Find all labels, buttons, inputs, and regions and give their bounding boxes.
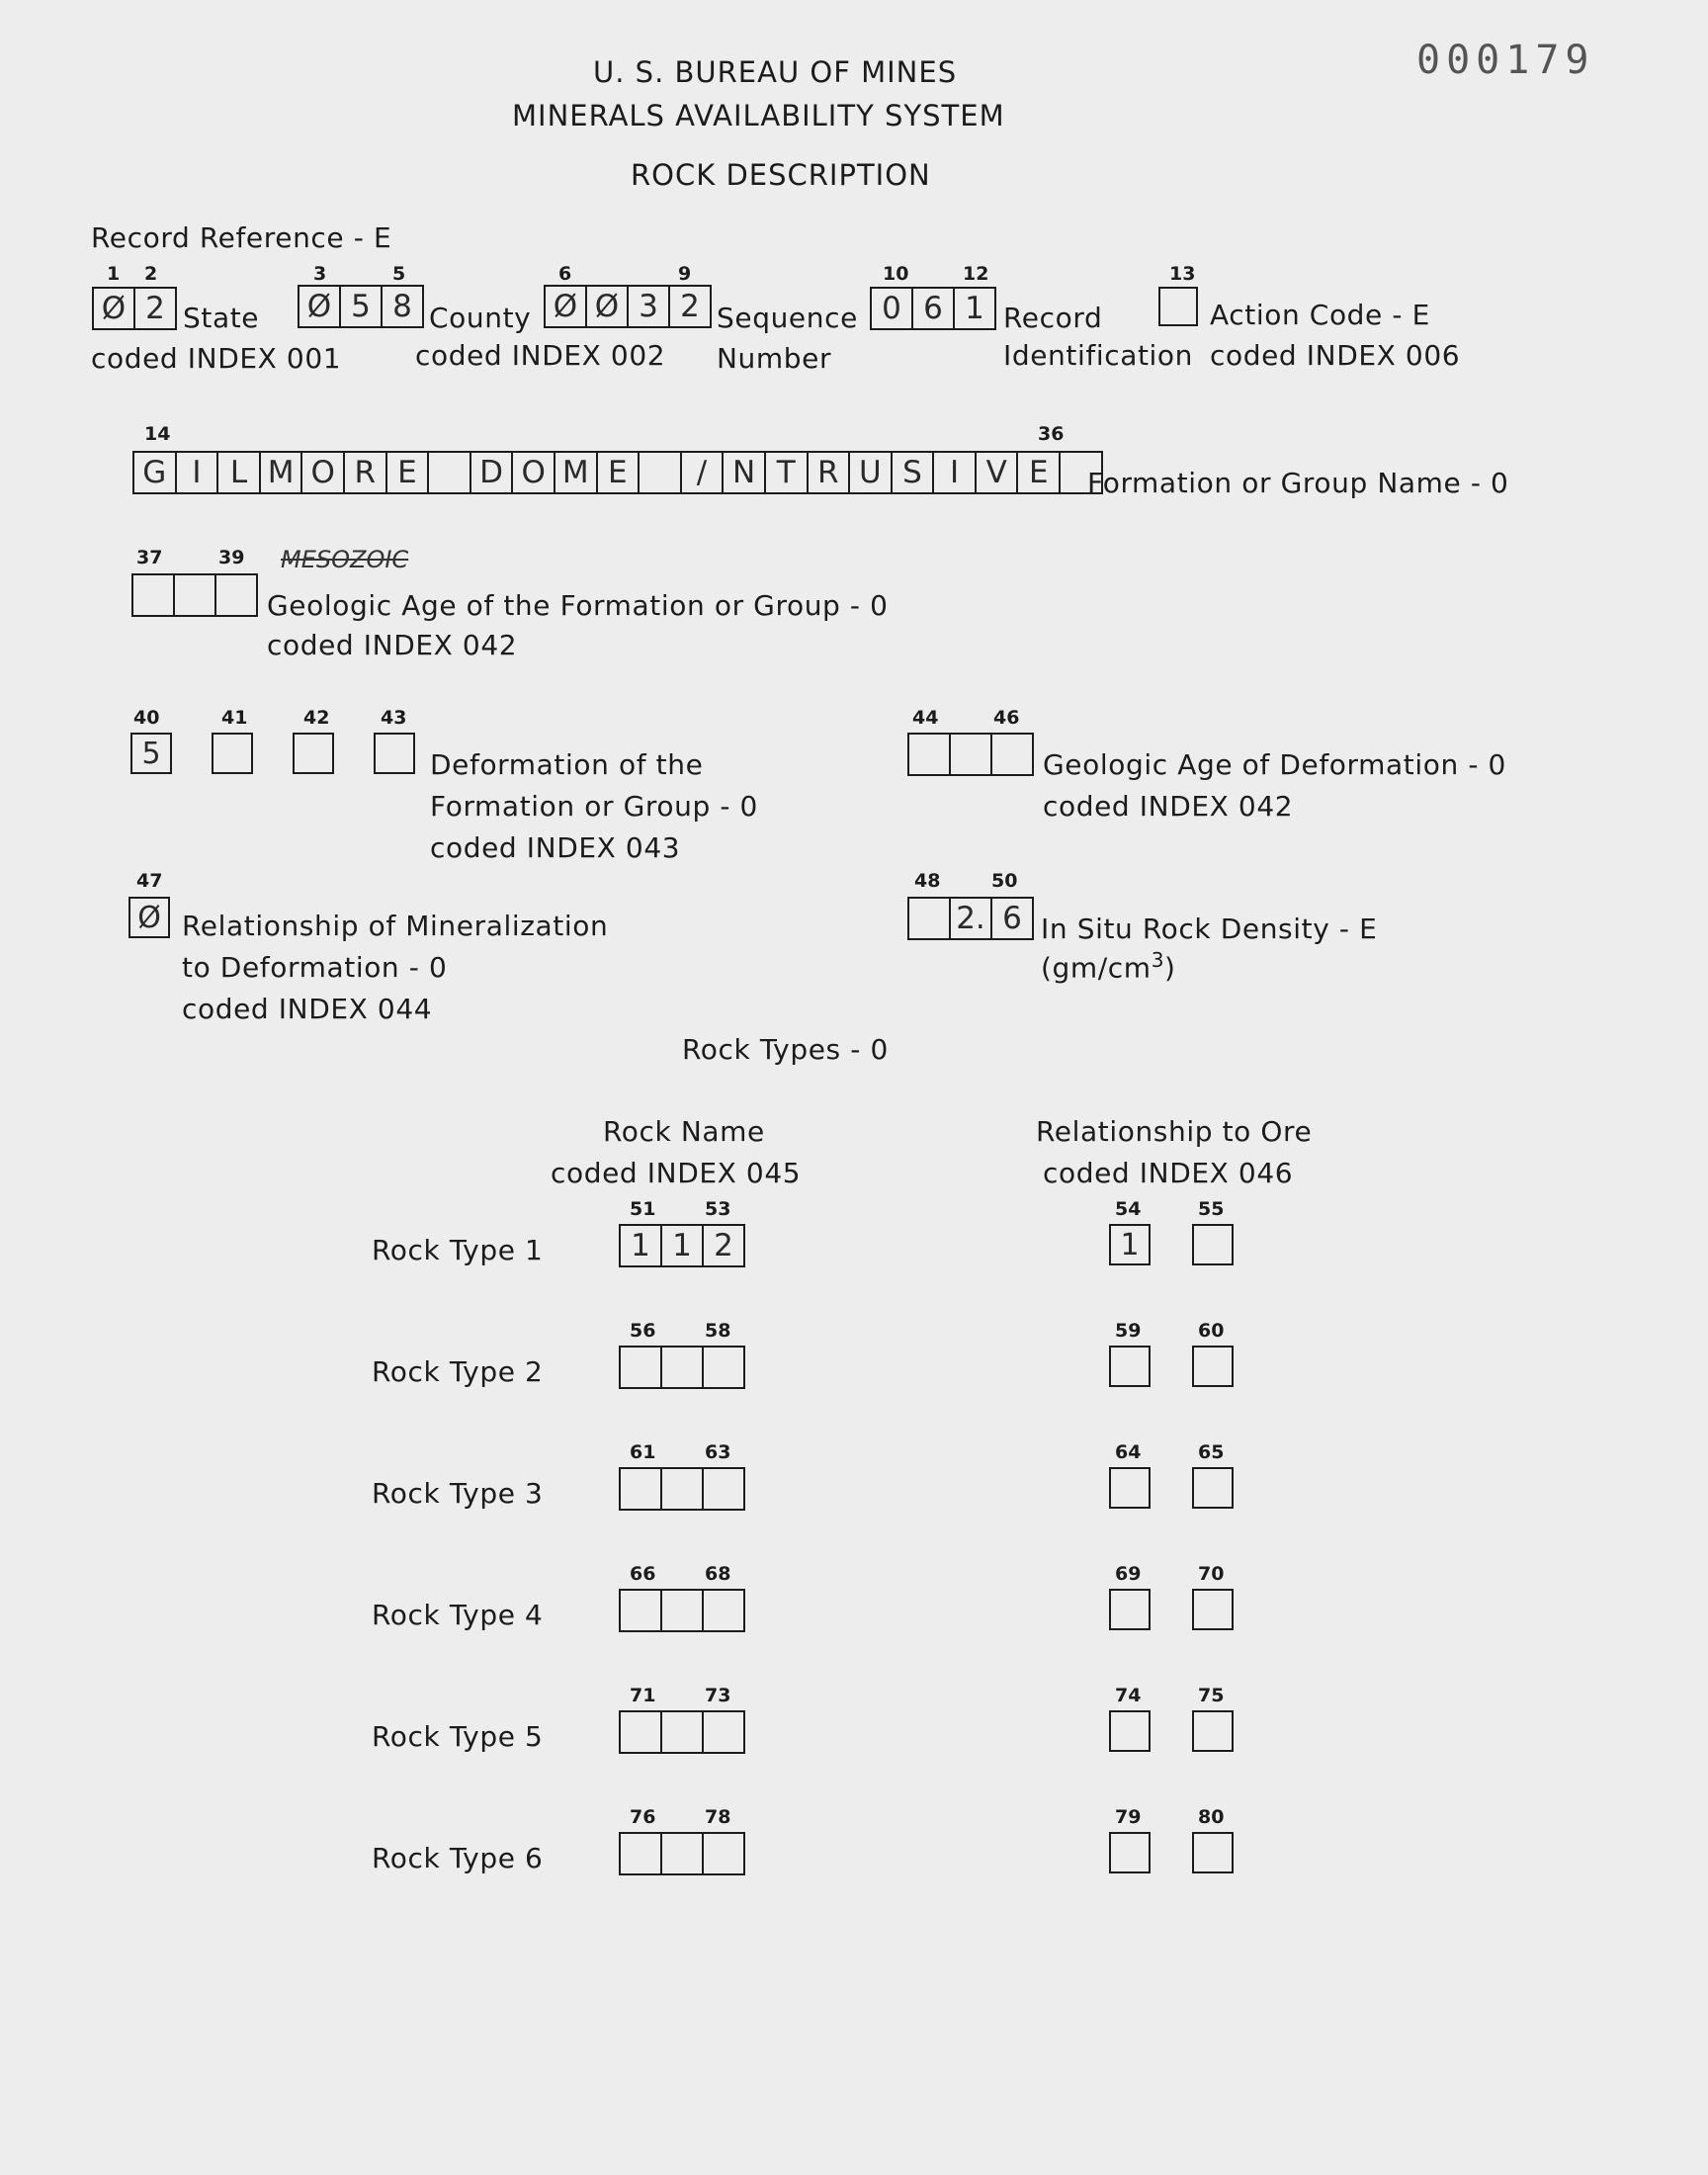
rock-type-1-ore-box-1[interactable]: 1 [1109, 1224, 1151, 1265]
rock-type-5-ore-col-1: 74 [1115, 1685, 1142, 1706]
density-box-1 [909, 899, 951, 938]
rock-type-6-ore-box-2[interactable] [1192, 1832, 1234, 1873]
geologic-age-index: coded INDEX 042 [267, 629, 518, 661]
rock-type-4-name-box-1 [621, 1591, 662, 1630]
sequence-digit-2: Ø [587, 287, 629, 326]
formation-char-6: R [345, 453, 387, 492]
relationship-box-47[interactable]: Ø [128, 897, 170, 938]
formation-char-9: D [471, 453, 514, 492]
formation-col-start: 14 [144, 423, 171, 445]
formation-name-field[interactable] [132, 451, 1103, 494]
action-code-box[interactable] [1158, 287, 1198, 326]
rock-type-3-name-box-3 [704, 1469, 743, 1509]
rock-type-4-ore-box-1[interactable] [1109, 1589, 1151, 1630]
formation-label: Formation or Group Name - 0 [1087, 467, 1509, 499]
deformation-col-41: 41 [221, 707, 248, 729]
rock-type-4-name-box-2 [662, 1591, 704, 1630]
state-index: coded INDEX 001 [91, 342, 342, 375]
state-label: State [183, 302, 260, 334]
sequence-digit-3: 3 [629, 287, 670, 326]
rock-types-title: Rock Types - 0 [682, 1033, 889, 1066]
rock-type-1-name-box-2: 1 [662, 1226, 704, 1265]
county-digit-3: 8 [392, 289, 412, 324]
geologic-age-handwritten: MESOZOIC [281, 546, 409, 573]
formation-char-13 [640, 453, 682, 492]
formation-char-17: R [809, 453, 851, 492]
rock-type-4-name-col-end: 68 [705, 1563, 731, 1585]
rock-type-1-name-box-1: 1 [621, 1226, 662, 1265]
document-stamp-number: 000179 [1416, 38, 1595, 83]
formation-char-12: E [598, 453, 640, 492]
rock-type-3-name-box-1 [621, 1469, 662, 1509]
rock-type-3-label: Rock Type 3 [372, 1477, 544, 1510]
density-col-start: 48 [914, 870, 941, 892]
relationship-col: 47 [136, 870, 163, 892]
density-unit-close: ) [1164, 951, 1176, 985]
rock-type-5-ore-box-2[interactable] [1192, 1710, 1234, 1752]
rock-type-5-label: Rock Type 5 [372, 1720, 544, 1753]
rock-type-5-ore-box-1[interactable] [1109, 1710, 1151, 1752]
record-id-sub: Identification [1003, 339, 1193, 372]
state-digit-2: 2 [145, 291, 165, 326]
rock-type-3-ore-box-1[interactable] [1109, 1467, 1151, 1509]
rock-type-3-name-col-start: 61 [630, 1441, 656, 1463]
deformation-label-2: Formation or Group - 0 [430, 790, 758, 823]
rock-type-5-name-box-2 [662, 1712, 704, 1752]
geologic-age-label: Geologic Age of the Formation or Group - 0 [267, 589, 889, 622]
formation-char-20: I [934, 453, 977, 492]
rock-type-1-name-col-start: 51 [630, 1198, 656, 1220]
deformation-label-3: coded INDEX 043 [430, 831, 681, 864]
record-id-digit-1: 0 [872, 289, 913, 328]
formation-char-8 [429, 453, 471, 492]
formation-char-22: E [1018, 453, 1061, 492]
record-reference-label: Record Reference - E [91, 221, 392, 254]
geologic-age-field[interactable] [131, 573, 258, 617]
deformation-box-41[interactable] [212, 733, 253, 774]
record-id-field[interactable] [870, 287, 996, 330]
action-code-index: coded INDEX 006 [1210, 339, 1461, 372]
rock-type-6-ore-col-1: 79 [1115, 1806, 1142, 1828]
sequence-label: Sequence [717, 302, 858, 334]
rock-type-3-name-box-2 [662, 1469, 704, 1509]
rock-type-6-label: Rock Type 6 [372, 1842, 544, 1874]
county-col-end: 5 [392, 263, 406, 285]
relationship-label-3: coded INDEX 044 [182, 993, 433, 1025]
rock-type-2-name-col-start: 56 [630, 1320, 656, 1342]
density-col-end: 50 [991, 870, 1018, 892]
deformation-age-box-3 [992, 735, 1032, 774]
density-unit-exponent: 3 [1151, 948, 1165, 972]
deformation-col-40: 40 [133, 707, 160, 729]
county-digit-2: 5 [341, 287, 383, 326]
formation-char-16: T [766, 453, 809, 492]
record-id-col-start: 10 [883, 263, 909, 285]
rock-type-4-ore-col-2: 70 [1198, 1563, 1225, 1585]
rock-type-4-ore-col-1: 69 [1115, 1563, 1142, 1585]
rock-type-5-name-box-1 [621, 1712, 662, 1752]
state-col-end: 2 [144, 263, 158, 285]
county-label: County [429, 302, 532, 334]
rock-type-5-name-col-start: 71 [630, 1685, 656, 1706]
rock-type-3-name-field[interactable] [619, 1467, 745, 1511]
formation-col-end: 36 [1038, 423, 1065, 445]
density-field[interactable] [907, 897, 1034, 940]
rock-type-5-name-col-end: 73 [705, 1685, 731, 1706]
rock-type-1-name-box-3: 2 [714, 1228, 733, 1263]
geologic-age-box-1 [133, 575, 175, 615]
rock-type-5-name-box-3 [704, 1712, 743, 1752]
rock-type-2-ore-col-1: 59 [1115, 1320, 1142, 1342]
sequence-col-end: 9 [678, 263, 692, 285]
sequence-sub: Number [717, 342, 832, 375]
formation-char-3: L [218, 453, 261, 492]
rock-type-2-name-box-1 [621, 1348, 662, 1387]
rock-type-5-name-field[interactable] [619, 1710, 745, 1754]
formation-char-5: O [302, 453, 345, 492]
rock-type-1-label: Rock Type 1 [372, 1234, 544, 1266]
rock-type-2-label: Rock Type 2 [372, 1355, 544, 1388]
rock-type-3-ore-col-2: 65 [1198, 1441, 1225, 1463]
rock-type-2-ore-box-2[interactable] [1192, 1346, 1234, 1387]
deformation-col-43: 43 [381, 707, 407, 729]
deformation-box-42[interactable] [293, 733, 334, 774]
rock-type-2-name-box-3 [704, 1348, 743, 1387]
rock-type-4-label: Rock Type 4 [372, 1599, 544, 1631]
state-field[interactable] [92, 287, 177, 330]
rock-type-5-ore-col-2: 75 [1198, 1685, 1225, 1706]
rock-type-1-name-field[interactable] [619, 1224, 745, 1267]
formation-char-2: I [177, 453, 219, 492]
formation-char-15: N [724, 453, 766, 492]
rock-type-6-ore-col-2: 80 [1198, 1806, 1225, 1828]
county-digit-1: Ø [299, 287, 341, 326]
rock-type-6-name-box-1 [621, 1834, 662, 1873]
rock-type-1-ore-col-1: 54 [1115, 1198, 1142, 1220]
deformation-col-42: 42 [303, 707, 330, 729]
deformation-age-col-start: 44 [912, 707, 939, 729]
relationship-label-2: to Deformation - 0 [182, 951, 448, 984]
record-id-label: Record [1003, 302, 1103, 334]
sequence-field[interactable] [544, 285, 712, 328]
action-code-col: 13 [1169, 263, 1196, 285]
geologic-age-col-end: 39 [218, 547, 245, 568]
rock-type-6-name-box-3 [704, 1834, 743, 1873]
action-code-label: Action Code - E [1210, 299, 1430, 331]
formation-char-7: E [387, 453, 430, 492]
state-digit-1: Ø [94, 289, 135, 328]
header-system: MINERALS AVAILABILITY SYSTEM [512, 99, 1005, 132]
county-col-start: 3 [313, 263, 327, 285]
sequence-digit-4: 2 [680, 289, 700, 324]
formation-char-19: S [893, 453, 935, 492]
rock-type-4-ore-box-2[interactable] [1192, 1589, 1234, 1630]
rock-type-2-ore-col-2: 60 [1198, 1320, 1225, 1342]
rock-type-6-name-col-end: 78 [705, 1806, 731, 1828]
formation-char-21: V [977, 453, 1019, 492]
relationship-ore-header: Relationship to Ore [1036, 1115, 1313, 1148]
record-id-digit-2: 6 [913, 289, 955, 328]
formation-char-14: / [682, 453, 725, 492]
sequence-col-start: 6 [558, 263, 572, 285]
deformation-age-field[interactable] [907, 733, 1034, 776]
county-index: coded INDEX 002 [415, 339, 666, 372]
rock-type-6-name-col-start: 76 [630, 1806, 656, 1828]
deformation-box-43[interactable] [374, 733, 415, 774]
rock-type-4-name-col-start: 66 [630, 1563, 656, 1585]
deformation-age-box-1 [909, 735, 951, 774]
rock-type-1-name-col-end: 53 [705, 1198, 731, 1220]
geologic-age-col-start: 37 [136, 547, 163, 568]
deformation-age-index: coded INDEX 042 [1043, 790, 1294, 823]
formation-char-4: M [261, 453, 303, 492]
rock-name-header: Rock Name [603, 1115, 765, 1148]
formation-char-1: G [134, 453, 177, 492]
rock-name-index: coded INDEX 045 [551, 1157, 802, 1189]
rock-type-2-ore-box-1[interactable] [1109, 1346, 1151, 1387]
rock-type-1-ore-col-2: 55 [1198, 1198, 1225, 1220]
rock-type-4-name-box-3 [704, 1591, 743, 1630]
rock-type-4-name-field[interactable] [619, 1589, 745, 1632]
formation-char-11: M [555, 453, 598, 492]
rock-type-6-ore-box-1[interactable] [1109, 1832, 1151, 1873]
relationship-ore-index: coded INDEX 046 [1043, 1157, 1294, 1189]
deformation-box-40[interactable]: 5 [130, 733, 172, 774]
relationship-label-1: Relationship of Mineralization [182, 910, 609, 942]
sequence-digit-1: Ø [546, 287, 587, 326]
rock-type-3-ore-box-2[interactable] [1192, 1467, 1234, 1509]
rock-type-6-name-box-2 [662, 1834, 704, 1873]
rock-type-1-ore-box-2[interactable] [1192, 1224, 1234, 1265]
deformation-age-col-end: 46 [993, 707, 1020, 729]
density-box-3: 6 [1002, 901, 1022, 936]
record-id-digit-3: 1 [965, 291, 984, 326]
deformation-age-box-2 [951, 735, 992, 774]
rock-type-3-ore-col-1: 64 [1115, 1441, 1142, 1463]
geologic-age-box-2 [175, 575, 216, 615]
rock-type-2-name-field[interactable] [619, 1346, 745, 1389]
density-unit [1041, 948, 1176, 984]
geologic-age-box-3 [216, 575, 256, 615]
rock-type-2-name-col-end: 58 [705, 1320, 731, 1342]
record-id-col-end: 12 [963, 263, 989, 285]
density-label: In Situ Rock Density - E [1041, 913, 1378, 945]
state-col-start: 1 [107, 263, 121, 285]
density-unit-text: (gm/cm [1041, 951, 1152, 985]
deformation-age-label: Geologic Age of Deformation - 0 [1043, 748, 1506, 781]
deformation-label-1: Deformation of the [430, 748, 704, 781]
density-box-2: 2. [951, 899, 992, 938]
rock-type-6-name-field[interactable] [619, 1832, 745, 1875]
header-title: ROCK DESCRIPTION [631, 158, 931, 192]
county-field[interactable] [298, 285, 424, 328]
rock-type-3-name-col-end: 63 [705, 1441, 731, 1463]
header-agency: U. S. BUREAU OF MINES [593, 55, 958, 89]
rock-type-2-name-box-2 [662, 1348, 704, 1387]
formation-char-18: U [850, 453, 893, 492]
formation-char-10: O [513, 453, 555, 492]
